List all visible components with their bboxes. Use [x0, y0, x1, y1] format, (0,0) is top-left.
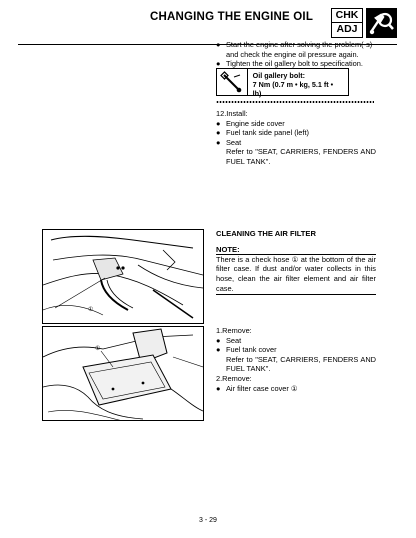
chk-adj-badge — [331, 8, 363, 38]
figure-air-filter-case — [42, 326, 204, 421]
page-title: CHANGING THE ENGINE OIL — [150, 11, 314, 23]
list-item: ● Seat — [216, 137, 242, 147]
remove-section — [216, 326, 376, 393]
list-item: ● Fuel tank side panel (left) — [216, 128, 309, 138]
remove1-heading: 1.Remove: — [216, 326, 252, 335]
note-rule — [216, 294, 376, 295]
steps-top — [216, 40, 374, 69]
list-item: ● Start the engine after solving the problem(-s) and check the engine oil pressure again. — [216, 40, 373, 59]
list-item: ● Engine side cover — [216, 118, 285, 128]
remove1-refer: Refer to "SEAT, CARRIERS, FENDERS AND FUEL TANK". — [226, 354, 376, 374]
badge-chk: CHK — [335, 9, 359, 21]
page-number: 3 - 29 — [199, 517, 217, 524]
remove2-heading: 2.Remove: — [216, 373, 252, 383]
torque-wrench-icon — [217, 69, 248, 95]
torque-spec-box — [216, 68, 349, 96]
callout-1: ① — [88, 307, 94, 313]
badge-adj: ADJ — [336, 23, 358, 35]
spec-value: 7 Nm (0.7 m • kg, 5.1 ft • lb) — [252, 80, 334, 98]
callout-1: ① — [95, 346, 101, 352]
note-text: There is a check hose ① at the bottom of the air filter case. If dust and/or water collects in this hose, clean the air filter element and air filter case. — [216, 254, 376, 293]
list-item: ● Air filter case cover ① — [216, 383, 298, 393]
wrench-magnifier-icon — [366, 8, 397, 38]
install-section — [216, 109, 376, 167]
list-item: ● Tighten the oil gallery bolt to specification. — [216, 59, 363, 69]
figure-check-hose — [42, 229, 204, 324]
spec-label: Oil gallery bolt: — [252, 71, 305, 80]
install-heading: 12.Install: — [216, 109, 248, 118]
list-item: ● Fuel tank cover — [216, 345, 277, 355]
list-item: ● Seat — [216, 335, 242, 345]
note-label: NOTE: — [216, 245, 240, 254]
install-refer: Refer to "SEAT, CARRIERS, FENDERS AND FUEL TANK". — [226, 147, 376, 166]
dotted-divider — [216, 101, 374, 103]
section-title: CLEANING THE AIR FILTER — [216, 229, 316, 238]
air-filter-section — [216, 229, 376, 295]
